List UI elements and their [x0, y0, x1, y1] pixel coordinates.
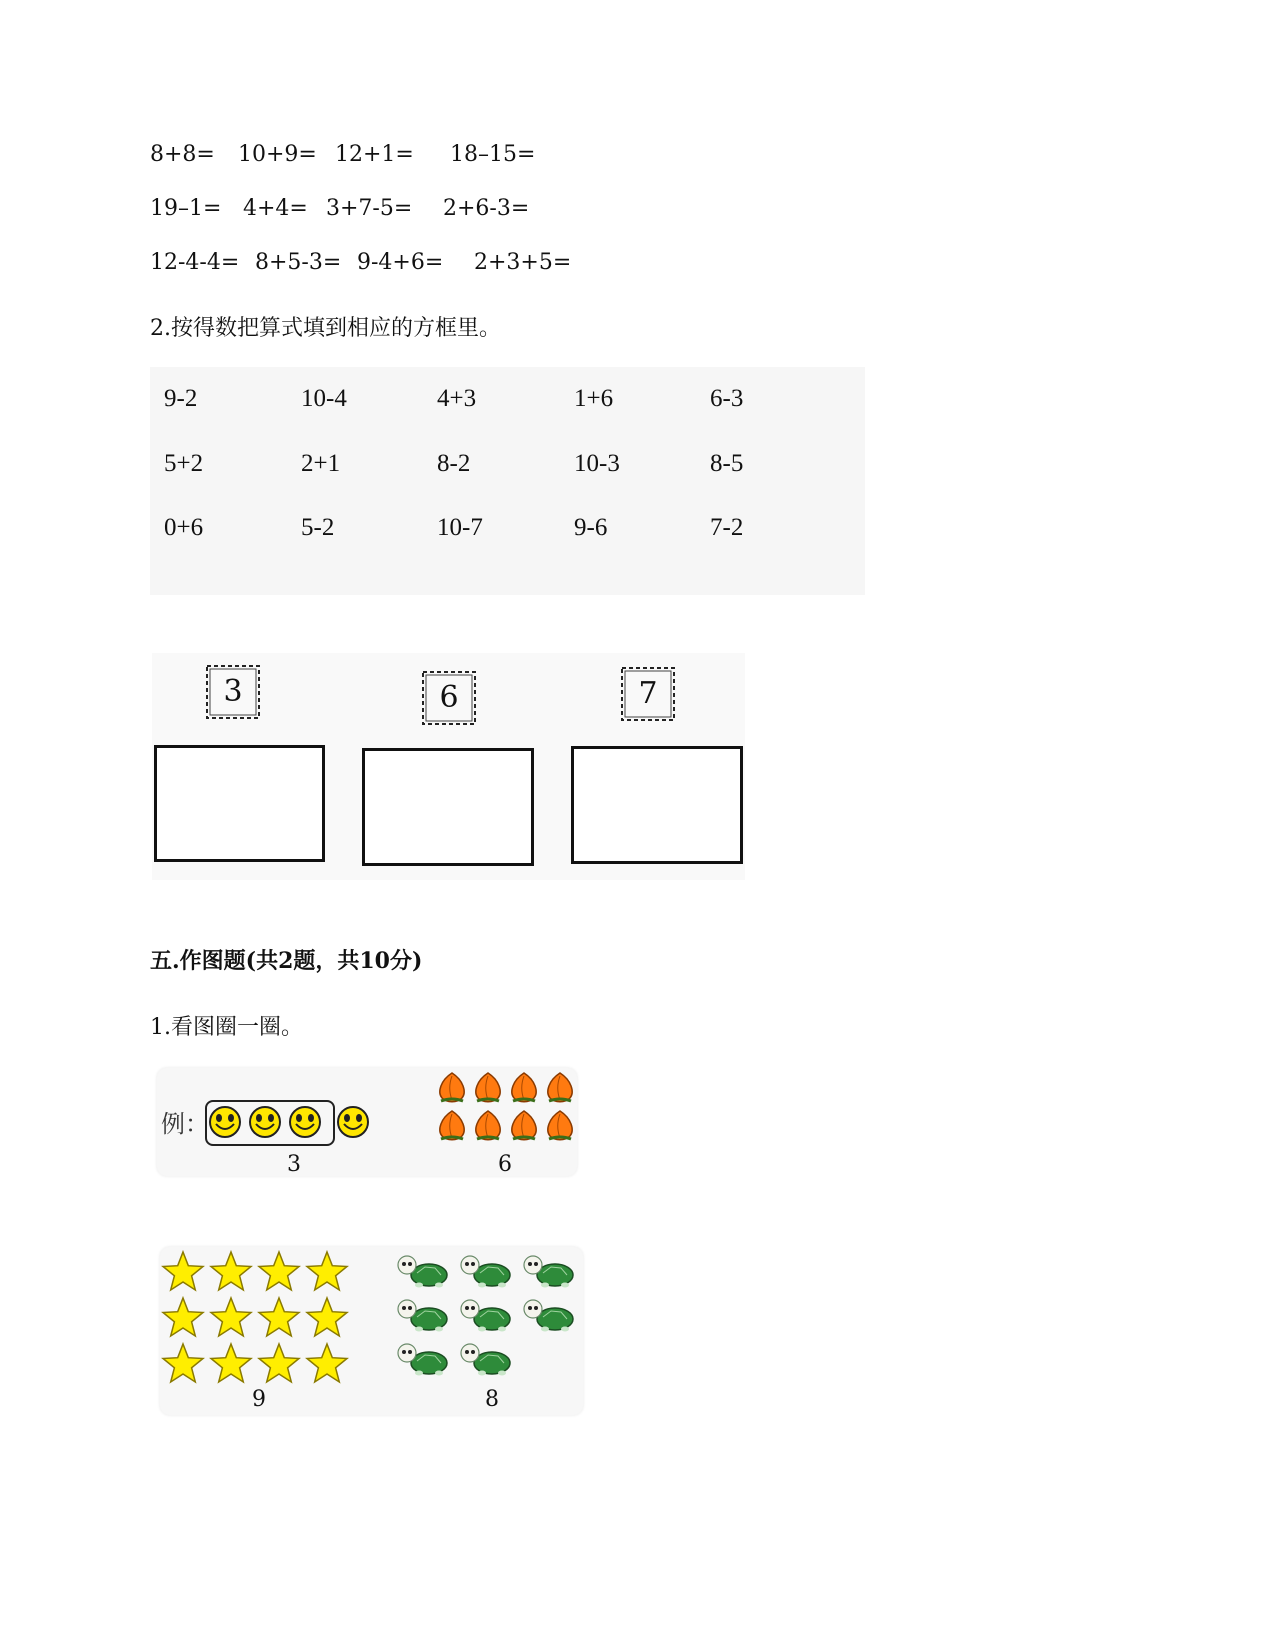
- turtle-group: [395, 1251, 585, 1381]
- star-icon: [208, 1341, 254, 1385]
- expression-item[interactable]: 6-3: [710, 385, 744, 412]
- expression-item[interactable]: 1+6: [574, 385, 614, 412]
- smiley-icon: [287, 1104, 323, 1140]
- expression-panel: [150, 367, 865, 595]
- smiley-icon: [247, 1104, 283, 1140]
- smiley-icon: [335, 1104, 371, 1140]
- equation: 8+8=: [150, 142, 215, 167]
- equation: 8+5-3=: [255, 250, 342, 275]
- expression-item[interactable]: 10-4: [301, 385, 347, 412]
- stars-caption: 9: [252, 1387, 266, 1412]
- expression-item[interactable]: 10-7: [437, 514, 483, 541]
- turtle-icon: [458, 1339, 514, 1379]
- star-icon: [160, 1249, 206, 1293]
- peach-icon: [435, 1070, 469, 1104]
- expression-item[interactable]: 5-2: [301, 514, 335, 541]
- equation: 18–15=: [450, 142, 536, 167]
- star-icon: [304, 1295, 350, 1339]
- expression-item[interactable]: 10-3: [574, 450, 620, 477]
- peach-icon: [471, 1108, 505, 1142]
- target-number-frame: [617, 663, 679, 725]
- example-left-caption: 3: [287, 1152, 301, 1177]
- target-number: 6: [439, 680, 459, 715]
- target-number: 3: [223, 674, 243, 709]
- peach-icon: [507, 1108, 541, 1142]
- peach-icon: [471, 1070, 505, 1104]
- expression-item[interactable]: 4+3: [437, 385, 477, 412]
- star-icon: [208, 1249, 254, 1293]
- equation: 19–1=: [150, 196, 222, 221]
- peach-icon: [543, 1070, 577, 1104]
- answer-box[interactable]: [571, 746, 743, 864]
- target-number-frame: [418, 667, 480, 729]
- expression-item[interactable]: 9-2: [164, 385, 198, 412]
- turtle-icon: [395, 1339, 451, 1379]
- answer-box[interactable]: [154, 745, 325, 862]
- star-icon: [256, 1249, 302, 1293]
- turtle-icon: [395, 1295, 451, 1335]
- equation: 4+4=: [243, 196, 308, 221]
- expression-item[interactable]: 0+6: [164, 514, 204, 541]
- expression-item[interactable]: 8-2: [437, 450, 471, 477]
- equation: 12-4-4=: [150, 250, 240, 275]
- expression-item[interactable]: 9-6: [574, 514, 608, 541]
- target-number-frame: [202, 661, 264, 723]
- star-icon: [160, 1341, 206, 1385]
- answer-box[interactable]: [362, 748, 534, 866]
- question-2-prompt: 2.按得数把算式填到相应的方框里。: [150, 316, 501, 341]
- section-title: 五.作图题(共2题，共10分): [150, 948, 423, 974]
- example-label: 例：: [161, 1110, 209, 1138]
- star-icon: [256, 1341, 302, 1385]
- star-icon: [304, 1249, 350, 1293]
- expression-item[interactable]: 8-5: [710, 450, 744, 477]
- turtle-icon: [458, 1251, 514, 1291]
- peach-group: [435, 1070, 579, 1146]
- expression-item[interactable]: 2+1: [301, 450, 341, 477]
- stars-turtles-panel: [160, 1247, 583, 1415]
- peach-icon: [507, 1070, 541, 1104]
- peach-icon: [543, 1108, 577, 1142]
- star-group: [160, 1249, 360, 1389]
- smiley-group: [207, 1102, 377, 1142]
- target-number: 7: [638, 676, 658, 711]
- star-icon: [160, 1295, 206, 1339]
- star-icon: [304, 1341, 350, 1385]
- answer-boxes-panel: [152, 653, 745, 880]
- equation: 9-4+6=: [357, 250, 444, 275]
- turtle-icon: [521, 1295, 577, 1335]
- equation: 2+6-3=: [443, 196, 530, 221]
- star-icon: [208, 1295, 254, 1339]
- example-picture-panel: [157, 1068, 577, 1176]
- example-right-caption: 6: [498, 1152, 512, 1177]
- equation: 2+3+5=: [474, 250, 572, 275]
- question-prompt: 1.看图圈一圈。: [150, 1015, 303, 1040]
- turtle-icon: [521, 1251, 577, 1291]
- turtle-icon: [458, 1295, 514, 1335]
- turtle-icon: [395, 1251, 451, 1291]
- smiley-icon: [207, 1104, 243, 1140]
- star-icon: [256, 1295, 302, 1339]
- equation: 3+7-5=: [326, 196, 413, 221]
- turtles-caption: 8: [485, 1387, 499, 1412]
- expression-item[interactable]: 7-2: [710, 514, 744, 541]
- equation: 10+9=: [238, 142, 317, 167]
- equation: 12+1=: [335, 142, 414, 167]
- peach-icon: [435, 1108, 469, 1142]
- expression-item[interactable]: 5+2: [164, 450, 204, 477]
